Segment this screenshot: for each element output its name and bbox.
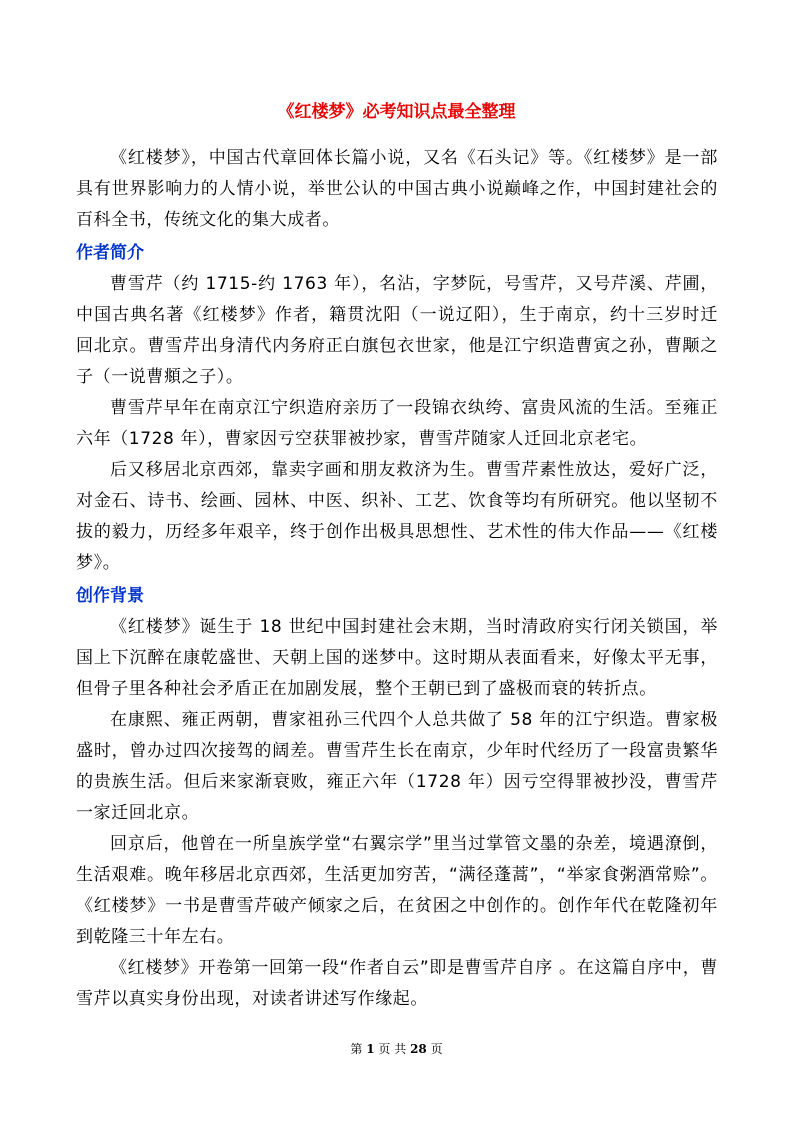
document-title: 《红楼梦》必考知识点最全整理 (277, 102, 516, 122)
background-paragraph-3: 回京后，他曾在一所皇族学堂“右翼宗学”里当过掌管文墨的杂差，境遇潦倒，生活艰难。晚年移居北京西郊，生活更加穷苦，“满径蓬蒿”，“举家食粥酒常赊”。《红楼梦》一书是曹雪芹破产倾家之后，在贫困之中创作的。创作年代在乾隆初年到乾隆三十年左右。 (76, 834, 718, 947)
page-footer (0, 1040, 793, 1057)
author-paragraph-3: 后又移居北京西郊，靠卖字画和朋友救济为生。曹雪芹素性放达，爱好广泛，对金石、诗书、绘画、园林、中医、织补、工艺、饮食等均有所研究。他以坚韧不拔的毅力，历经多年艰辛，终于创作出极具思想性、艺术性的伟大作品——《红楼梦》。 (76, 460, 718, 573)
section-heading-background: 创作背景 (76, 586, 144, 606)
footer-total-pages: 28 (410, 1042, 427, 1056)
background-paragraph-4: 《红楼梦》开卷第一回第一段“作者自云”即是曹雪芹自序 。在这篇自序中，曹雪芹以真实身份出现，对读者讲述写作缘起。 (76, 958, 718, 1009)
background-paragraph-1: 《红楼梦》诞生于 18 世纪中国封建社会末期，当时清政府实行闭关锁国，举国上下沉醉在康乾盛世、天朝上国的迷梦中。这时期从表面看来，好像太平无事，但骨子里各种社会矛盾正在加剧发展，整个王朝已到了盛极而衰的转折点。 (76, 617, 718, 699)
footer-prefix: 第 (350, 1042, 363, 1056)
footer-middle: 页 共 (378, 1042, 407, 1056)
background-paragraph-2: 在康熙、雍正两朝，曹家祖孙三代四个人总共做了 58 年的江宁织造。曹家极盛时，曾办过四次接驾的阔差。曹雪芹生长在南京，少年时代经历了一段富贵繁华的贵族生活。但后来家渐衰败，雍正六年（1728 年）因亏空得罪被抄没，曹雪芹一家迁回北京。 (76, 710, 718, 823)
intro-paragraph: 《红楼梦》，中国古代章回体长篇小说，又名《石头记》等。《红楼梦》是一部具有世界影响力的人情小说，举世公认的中国古典小说巅峰之作，中国封建社会的百科全书，传统文化的集大成者。 (76, 148, 718, 230)
footer-suffix: 页 (430, 1042, 443, 1056)
author-paragraph-1: 曹雪芹（约 1715-约 1763 年），名沾，字梦阮，号雪芹，又号芹溪、芹圃，中国古典名著《红楼梦》作者，籍贯沈阳（一说辽阳），生于南京，约十三岁时迁回北京。曹雪芹出身清代内务府正白旗包衣世家，他是江宁织造曹寅之孙，曹颙之子（一说曹頫之子）。 (76, 274, 718, 387)
section-background (76, 582, 718, 1015)
author-paragraph-2: 曹雪芹早年在南京江宁织造府亲历了一段锦衣纨绔、富贵风流的生活。至雍正六年（1728 年），曹家因亏空获罪被抄家，曹雪芹随家人迁回北京老宅。 (76, 398, 718, 449)
document-body (76, 143, 718, 1015)
section-author (76, 239, 718, 579)
footer-current-page: 1 (366, 1042, 375, 1056)
section-heading-author: 作者简介 (76, 243, 144, 263)
